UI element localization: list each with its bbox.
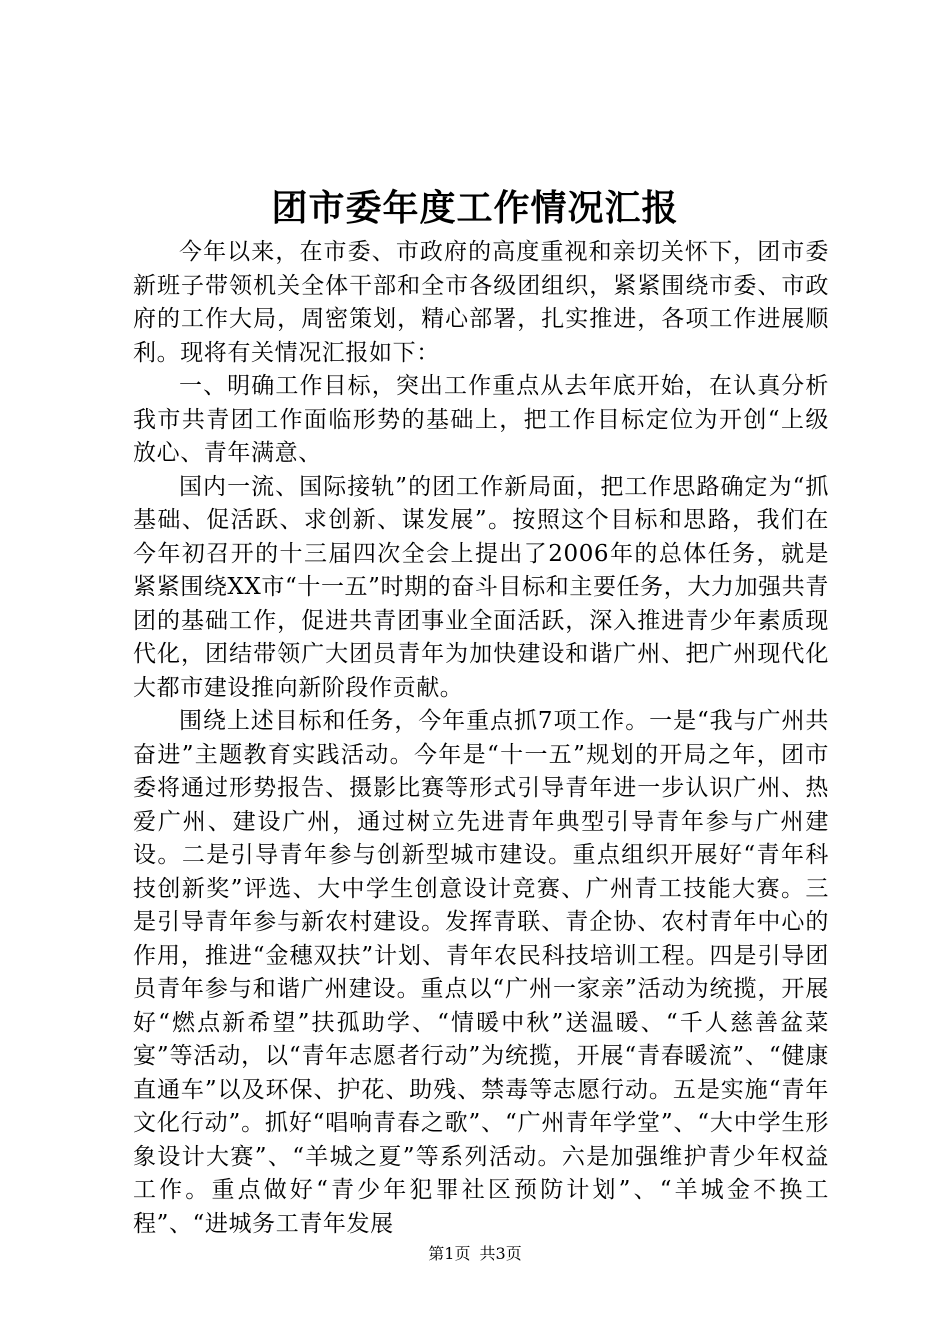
body-paragraph: 今年以来，在市委、市政府的高度重视和亲切关怀下，团市委新班子带领机关全体干部和全市各级团组织，紧紧围绕市委、市政府的工作大局，周密策划，精心部署，扎实推进，各项工作进展顺利。现将有关情况汇报如下： <box>133 239 829 366</box>
document-body <box>133 236 829 1241</box>
page-number: 第1页 <box>428 1244 471 1263</box>
document-title: 团市委年度工作情况汇报 <box>271 187 679 229</box>
page-footer <box>0 1244 950 1264</box>
body-paragraph: 围绕上述目标和任务，今年重点抓7项工作。一是“我与广州共奋进”主题教育实践活动。今年是“十一五”规划的开局之年，团市委将通过形势报告、摄影比赛等形式引导青年进一步认识广州、热爱广州、建设广州，通过树立先进青年典型引导青年参与广州建设。二是引导青年参与创新型城市建设。重点组织开展好“青年科技创新奖”评选、大中学生创意设计竞赛、广州青工技能大赛。三是引导青年参与新农村建设。发挥青联、青企协、农村青年中心的作用，推进“金穗双扶”计划、青年农民科技培训工程。四是引导团员青年参与和谐广州建设。重点以“广州一家亲”活动为统揽，开展好“燃点新希望”扶孤助学、“情暖中秋”送温暖、“千人慈善盆菜宴”等活动，以“青年志愿者行动”为统揽，开展“青春暖流”、“健康直通车”以及环保、护花、助残、禁毒等志愿行动。五是实施“青年文化行动”。抓好“唱响青春之歌”、“广州青年学堂”、“大中学生形象设计大赛”、“羊城之夏”等系列活动。六是加强维护青少年权益工作。重点做好“青少年犯罪社区预防计划”、“羊城金不换工程”、“进城务工青年发展 <box>133 708 829 1237</box>
body-paragraph: 国内一流、国际接轨”的团工作新局面，把工作思路确定为“抓基础、促活跃、求创新、谋发展”。按照这个目标和思路，我们在今年初召开的十三届四次全会上提出了2006年的总体任务，就是紧紧围绕XX市“十一五”时期的奋斗目标和主要任务，大力加强共青团的基础工作，促进共青团事业全面活跃，深入推进青少年素质现代化，团结带领广大团员青年为加快建设和谐广州、把广州现代化大都市建设推向新阶段作贡献。 <box>133 473 829 701</box>
body-paragraph: 一、明确工作目标，突出工作重点从去年底开始，在认真分析我市共青团工作面临形势的基础上，把工作目标定位为开创“上级放心、青年满意、 <box>133 373 829 466</box>
page-total: 共3页 <box>479 1244 522 1263</box>
